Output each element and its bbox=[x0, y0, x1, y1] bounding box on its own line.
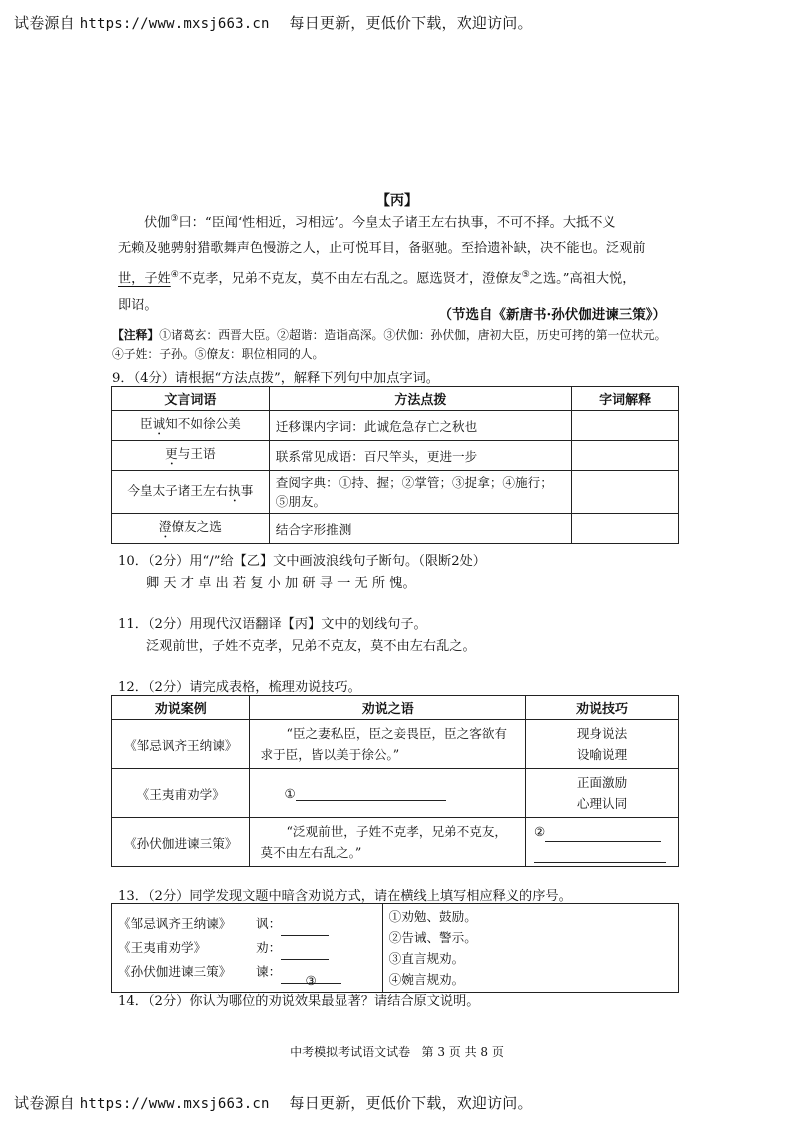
q9-answer-cell[interactable] bbox=[572, 514, 679, 544]
q12-blank-number: ① bbox=[284, 785, 296, 801]
q12-stem: 12．（2分）请完成表格，梳理劝说技巧。 bbox=[118, 680, 361, 695]
underlined-text: 世，子姓 bbox=[118, 271, 171, 287]
q9-header: 字词解释 bbox=[572, 387, 679, 411]
q9-stem: 9．（4分）请根据“方法点拨”，解释下列句中加点字词。 bbox=[112, 371, 439, 386]
table-row bbox=[112, 818, 679, 867]
q12-skill-text: 正面激励 bbox=[576, 775, 628, 790]
footnote-mark: ③ bbox=[170, 214, 179, 224]
q13-left-cell bbox=[112, 904, 383, 993]
q13-option: ③直言规劝。 bbox=[388, 951, 465, 966]
q12-skill bbox=[526, 769, 679, 818]
notes-line: ④子姓：子孙。⑤僚友：职位相同的人。 bbox=[112, 347, 325, 361]
q12-case: 《王夷甫劝学》 bbox=[112, 769, 250, 818]
q13-item bbox=[118, 960, 376, 988]
table-row bbox=[112, 904, 679, 993]
footer-url-link[interactable]: https://www.mxsj663.cn bbox=[79, 1096, 270, 1112]
q12-blank-2b[interactable] bbox=[534, 848, 666, 863]
header-url-link[interactable]: https://www.mxsj663.cn bbox=[79, 16, 270, 32]
passage-text: 之选。”高祖大悦， bbox=[529, 271, 636, 287]
q12-case: 《孙伏伽进谏三策》 bbox=[112, 818, 250, 867]
q13-item bbox=[118, 912, 376, 936]
site-header bbox=[14, 12, 533, 33]
q13-table bbox=[111, 903, 679, 993]
footnote-mark: ⑤ bbox=[521, 270, 530, 281]
q12-speech: “泛观前世，子姓不克孝，兄弟不克友，莫不由左右乱之。” bbox=[250, 818, 526, 867]
q13-char: 讽： bbox=[256, 916, 282, 931]
q9-method: 查阅字典：①持、握；②掌管；③捉拿；④施行；⑤朋友。 bbox=[269, 471, 571, 514]
q12-speech: “臣之妻私臣，臣之妾畏臣，臣之客欲有求于臣，皆以美于徐公。” bbox=[250, 720, 526, 769]
q9-word: 澄僚友之选 bbox=[112, 514, 270, 544]
q13-book: 《邹忌讽齐王纳谏》 bbox=[118, 916, 232, 931]
site-footer bbox=[14, 1092, 533, 1113]
table-row bbox=[112, 471, 679, 514]
q12-blank-number: ② bbox=[534, 824, 546, 839]
q9-answer-cell[interactable] bbox=[572, 441, 679, 471]
q13-book: 《孙伏伽进谏三策》 bbox=[118, 964, 232, 979]
footnote-mark: ④ bbox=[170, 270, 179, 281]
q9-header: 文言词语 bbox=[112, 387, 270, 411]
table-row bbox=[112, 769, 679, 818]
table-row bbox=[112, 720, 679, 769]
q11-stem: 11．（2分）用现代汉语翻译【丙】文中的划线句子。 bbox=[118, 617, 427, 632]
notes-line: ①诸葛玄：西晋大臣。②超谐：造诣高深。③伏伽：孙伏伽，唐初大臣，历史可拷的第一位状元。 bbox=[159, 328, 667, 342]
q13-option: ②告诫、警示。 bbox=[388, 930, 477, 945]
passage-line-3 bbox=[118, 262, 678, 292]
header-slogan: 每日更新，更低价下载，欢迎访问。 bbox=[289, 14, 533, 32]
notes bbox=[112, 326, 692, 364]
q10-sentence: 卿 天 才 卓 出 若 复 小 加 研 寻 一 无 所 愧。 bbox=[146, 576, 416, 591]
q13-right-cell bbox=[382, 904, 678, 993]
q13-option: ①劝勉、鼓励。 bbox=[388, 909, 477, 924]
q12-header: 劝说案例 bbox=[112, 696, 250, 720]
q9-answer-cell[interactable] bbox=[572, 411, 679, 441]
q9-table bbox=[111, 386, 679, 544]
table-row bbox=[112, 514, 679, 544]
q12-skill bbox=[526, 818, 679, 867]
q11-sentence: 泛观前世，子姓不克孝，兄弟不克友，莫不由左右乱之。 bbox=[146, 639, 476, 654]
passage-body bbox=[118, 206, 678, 319]
passage-line-2: 无赖及驰骋射猎歌舞声色慢游之人，止可悦耳目，备驱驰。至拾遗补缺，决不能也。泛观前 bbox=[118, 241, 646, 257]
q9-header: 方法点拨 bbox=[269, 387, 571, 411]
q12-speech bbox=[250, 769, 526, 818]
q12-skill-text: 设喻说理 bbox=[576, 747, 628, 762]
q13-blank-3[interactable]: ③ bbox=[281, 969, 341, 984]
page-footer: 中考模拟考试语文试卷 第 3 页 共 8 页 bbox=[290, 1045, 504, 1059]
q12-header: 劝说技巧 bbox=[526, 696, 679, 720]
q9-word: 臣诚知不如徐公美 bbox=[112, 411, 270, 441]
q12-table bbox=[111, 695, 679, 867]
q14-stem: 14．（2分）你认为哪位的劝说效果最显著？请结合原文说明。 bbox=[118, 994, 480, 1009]
q13-book: 《王夷甫劝学》 bbox=[118, 940, 207, 955]
q12-skill-text: 心理认同 bbox=[576, 796, 628, 811]
table-row bbox=[112, 411, 679, 441]
q13-stem: 13．（2分）同学发现文题中暗含劝说方式，请在横线上填写相应释义的序号。 bbox=[118, 889, 572, 904]
q9-method: 结合字形推测 bbox=[269, 514, 571, 544]
footer-prefix: 试卷源自 bbox=[14, 1094, 75, 1112]
q13-char: 劝： bbox=[256, 940, 282, 955]
q12-skill bbox=[526, 720, 679, 769]
q13-item bbox=[118, 936, 376, 960]
passage-line-1 bbox=[118, 206, 678, 236]
q9-method: 联系常见成语：百尺竿头，更进一步 bbox=[269, 441, 571, 471]
notes-label: 【注释】 bbox=[112, 328, 160, 342]
q13-blank-1[interactable] bbox=[281, 921, 329, 936]
q9-word: 今皇太子诸王左右执事 bbox=[112, 471, 270, 514]
passage-title: 【丙】 bbox=[376, 193, 418, 209]
q9-header-row bbox=[112, 387, 679, 411]
footer-slogan: 每日更新，更低价下载，欢迎访问。 bbox=[289, 1094, 533, 1112]
q13-char: 谏： bbox=[256, 964, 282, 979]
q9-method: 迁移课内字词：此诚危急存亡之秋也 bbox=[269, 411, 571, 441]
q10-stem: 10．（2分）用“/”给【乙】文中画波浪线句子断句。（限断2处） bbox=[118, 554, 486, 569]
passage-text: 曰：“臣闻‘性相近，习相远’。今皇太子诸王左右执事，不可不择。大抵不义 bbox=[178, 215, 616, 231]
q9-answer-cell[interactable] bbox=[572, 471, 679, 514]
q13-blank-2[interactable] bbox=[281, 945, 329, 960]
q12-header-row bbox=[112, 696, 679, 720]
passage-line-4: 即诏。 bbox=[118, 297, 158, 313]
passage-source: （节选自《新唐书·孙伏伽进谏三策》） bbox=[438, 307, 666, 323]
passage-text: 伏伽 bbox=[144, 215, 171, 231]
q12-blank-2[interactable] bbox=[545, 827, 661, 842]
q12-blank-1[interactable] bbox=[296, 786, 446, 801]
q12-skill-text: 现身说法 bbox=[576, 726, 628, 741]
table-row bbox=[112, 441, 679, 471]
q13-option: ④婉言规劝。 bbox=[388, 972, 465, 987]
passage-text: 不克孝，兄弟不克友，莫不由左右乱之。愿选贤才，澄僚友 bbox=[178, 271, 522, 287]
q12-header: 劝说之语 bbox=[250, 696, 526, 720]
q12-case: 《邹忌讽齐王纳谏》 bbox=[112, 720, 250, 769]
q9-word: 更与王语 bbox=[112, 441, 270, 471]
header-prefix: 试卷源自 bbox=[14, 14, 75, 32]
